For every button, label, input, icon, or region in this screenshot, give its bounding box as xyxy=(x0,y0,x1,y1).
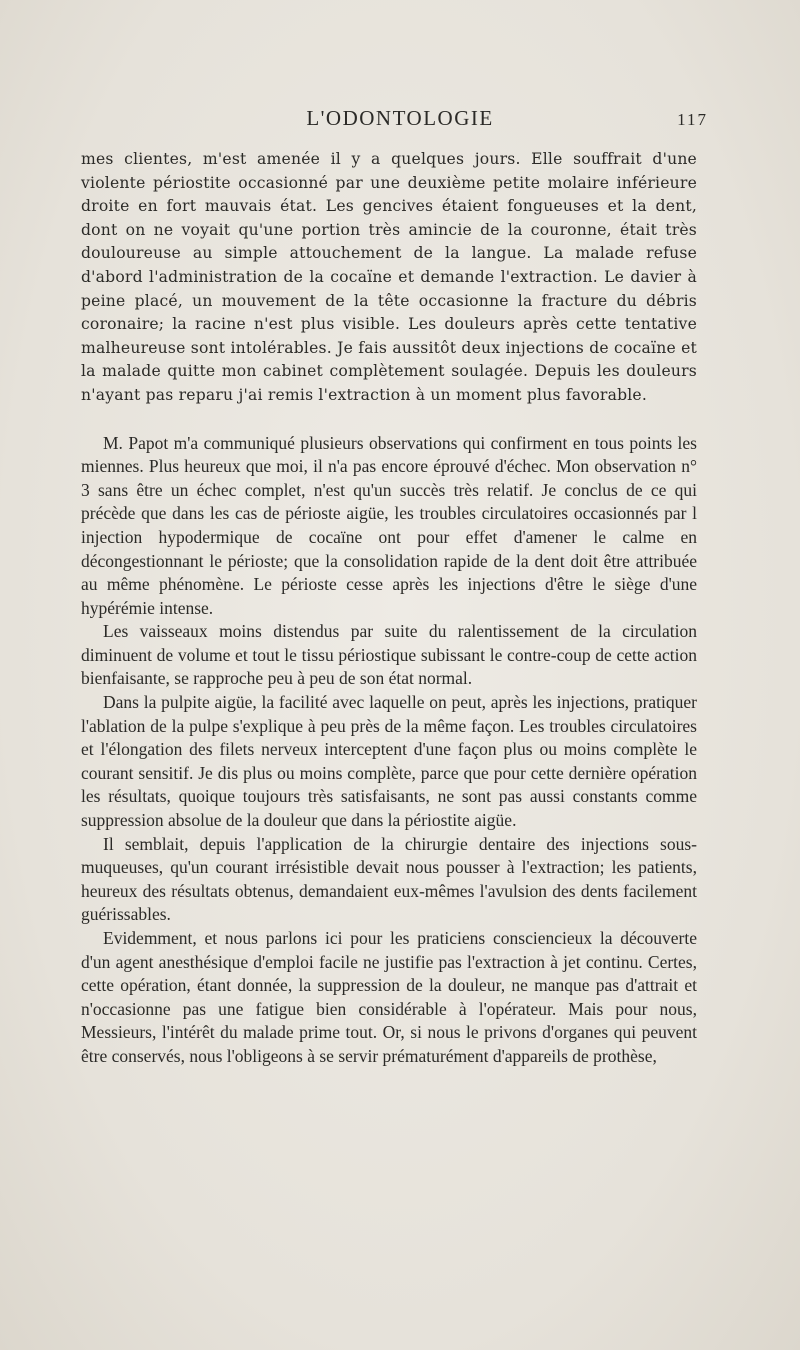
paragraph-3: Les vaisseaux moins distendus par suite du ralentissement de la circulation diminuent de volume et tout le tissu périostique subissant le contre-coup de cette action bienfaisante, se rapproche peu à peu de son état normal. xyxy=(81,621,697,689)
paragraph-6: Evidemment, et nous parlons ici pour les praticiens consciencieux la découverte d'un agent anesthésique d'emploi facile ne justifie pas l'extraction à jet continu. Certes, cette opération, étant donnée, la suppression de la douleur, ne manque pas d'attrait et n'occasionne pas une fatigue bien considérable à l'opérateur. Mais pour nous, Messieurs, l'intérêt du malade prime tout. Or, si nous le privons d'organes qui peuvent être conservés, nous l'obligeons à se servir prématurément d'appareils de prothèse, xyxy=(81,928,697,1066)
page-header xyxy=(0,106,800,136)
paragraph-5: Il semblait, depuis l'application de la chirurgie dentaire des injections sous-muqueuses, qu'un courant irrésistible devait nous pousser à l'extraction; les patients, heureux des résultats obtenus, demandaient eux-mêmes l'avulsion des dents facilement guérissables. xyxy=(81,833,697,925)
running-title: L'ODONTOLOGIE xyxy=(306,106,494,130)
paragraph-gap xyxy=(81,408,697,432)
paragraph-2: M. Papot m'a communiqué plusieurs observations qui confirment en tous points les miennes. Plus heureux que moi, il n'a pas encore éprouvé d'échec. Mon observation n° 3 sans être un échec complet, n'est qu'un succès très relatif. Je conclus de ce qui précède que dans les cas de périoste aigüe, les troubles circulatoires occasionnés par l injection hypodermique de cocaïne ont pour effet d'amener le calme en décongestionnant le périoste; que la consolidation rapide de la dent doit être attribuée au même phénomène. Le périoste cesse après les injections d'être le siège d'une hypérémie intense. xyxy=(81,432,697,618)
paragraph-4: Dans la pulpite aigüe, la facilité avec laquelle on peut, après les injections, pratiquer l'ablation de la pulpe s'explique à peu près de la même façon. Les troubles circulatoires et l'élongation des filets nerveux interceptent d'une façon plus ou moins complète le courant sensitif. Je dis plus ou moins complète, parce que pour cette dernière opération les résultats, quoique toujours très satisfaisants, ne sont pas aussi constants comme suppression absolue de la douleur que dans la périostite aigüe. xyxy=(81,692,697,831)
paragraph-1: mes clientes, m'est amenée il y a quelques jours. Elle souffrait d'une violente périostite occasionné par une deuxième petite molaire inférieure droite en fort mauvais état. Les gencives étaient fongueuses et la dent, dont on ne voyait qu'une portion très amincie de la couronne, était très douloureuse au simple attouchement de la langue. La malade refuse d'abord l'administration de la cocaïne et demande l'extraction. Le davier à peine placé, un mouvement de la tête occasionne la fracture du débris coronaire; la racine n'est plus visible. Les douleurs après cette tentative malheureuse sont intolérables. Je fais aussitôt deux injections de cocaïne et la malade quitte mon cabinet complètement soulagée. Depuis les douleurs n'ayant pas reparu j'ai remis l'extraction à un moment plus favorable. xyxy=(81,150,697,404)
body-text xyxy=(81,148,697,1069)
page-number: 117 xyxy=(677,110,708,129)
